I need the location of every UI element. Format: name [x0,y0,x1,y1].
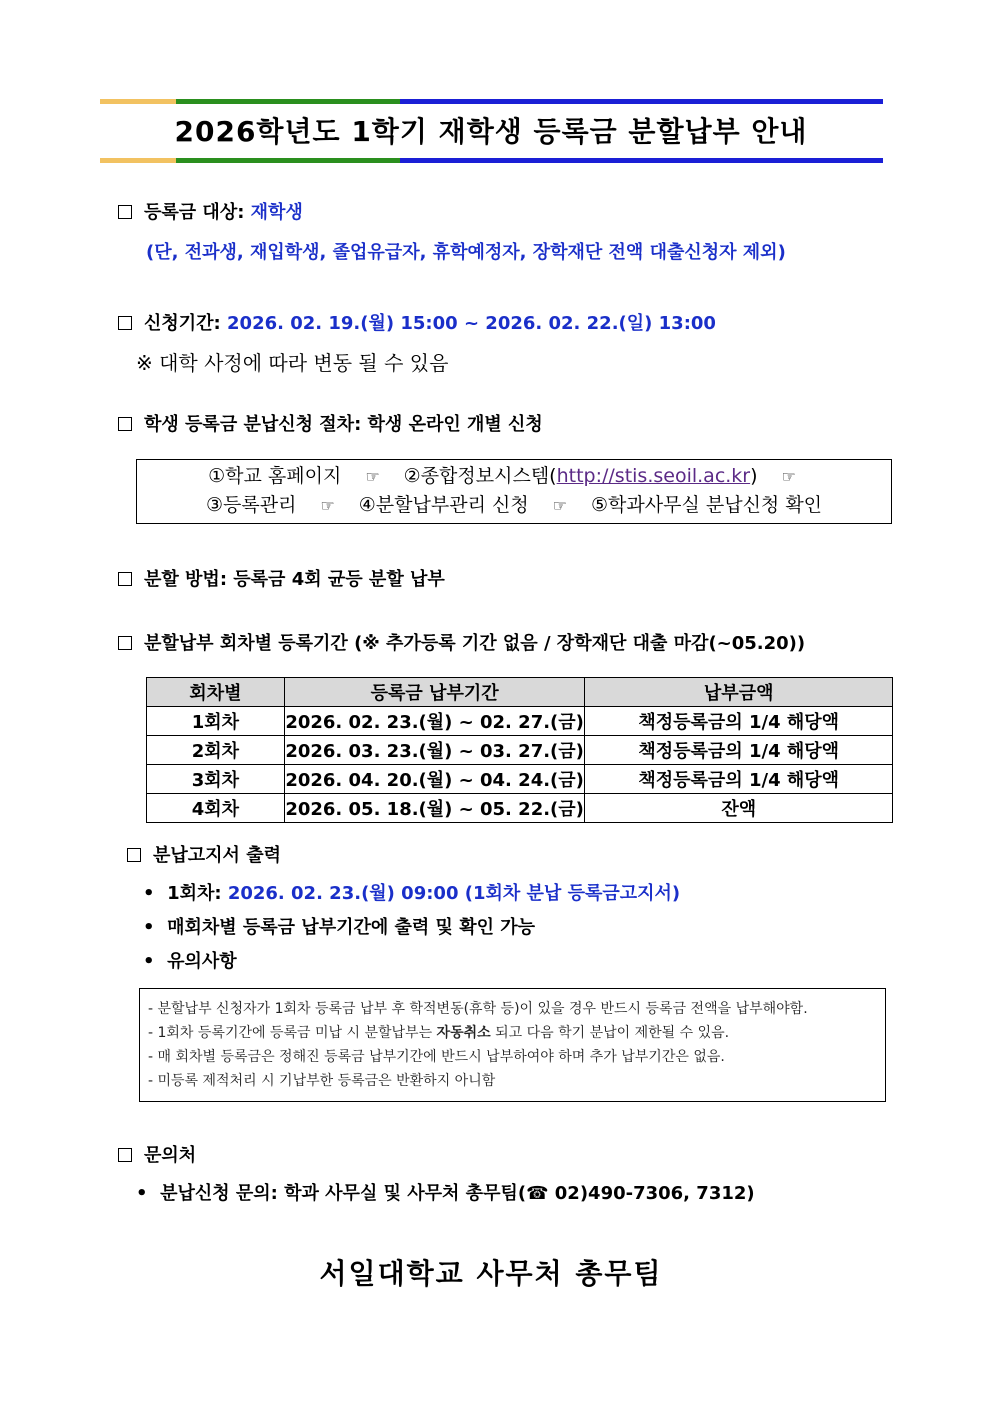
notice-emphasis: 자동취소 [436,1025,491,1041]
amount-cell: 책정등록금의 1/4 해당액 [585,707,893,736]
period-cell: 2026. 02. 23.(월) ~ 02. 27.(금) [284,707,585,736]
table-row [147,736,893,765]
bullet-dot: • [136,1183,148,1204]
notice-text: 되고 다음 학기 분납이 제한될 수 있음. [490,1025,730,1041]
schedule-table [146,677,893,823]
notice-item: - 매 회차별 등록금은 정해진 등록금 납부기간에 반드시 납부하여야 하며 추가 납부기간은 없음. [148,1049,725,1065]
section-contact [118,1143,196,1169]
hand-pointing-icon: ☞ [320,496,335,515]
bill-bullet-2 [143,915,535,941]
top-bar-blue [400,99,883,104]
header-amount: 납부금액 [585,678,893,707]
period-label: 신청기간: [144,313,228,334]
contact-bullet [136,1181,755,1207]
contact-line-prefix: 분납신청 문의: 학과 사무실 및 사무처 총무팀( [160,1183,527,1204]
header-round: 회차별 [147,678,285,707]
footer-org: 서일대학교 사무처 총무팀 [319,1257,663,1290]
notice-item [148,1021,885,1045]
contact-line-suffix: 02)490-7306, 7312) [548,1183,755,1204]
amount-cell: 잔액 [585,794,893,823]
method-label: 분할 방법: 등록금 4회 균등 분할 납부 [144,569,445,590]
procedure-line-1 [137,462,891,491]
notice-text: - 1회차 등록기간에 등록금 미납 시 분할납부는 [148,1025,437,1041]
table-row [147,765,893,794]
notice-item: - 분할납부 신청자가 1회차 등록금 납부 후 학적변동(휴학 등)이 있을 경우 반드시 등록금 전액을 납부해야함. [148,1001,808,1017]
target-exclusion: (단, 전과생, 재입학생, 졸업유급자, 휴학예정자, 장학재단 전액 대출신청자 제외) [146,242,786,263]
period-cell: 2026. 05. 18.(월) ~ 05. 22.(금) [284,794,585,823]
table-row [147,794,893,823]
period-value: 2026. 02. 19.(월) 15:00 ~ 2026. 02. 22.(일) 13:00 [227,313,716,334]
round-cell: 3회차 [147,765,285,794]
bill-b1-label: 1회차: [167,883,228,904]
phone-icon: ☎ [526,1183,549,1204]
bill-b2: 매회차별 등록금 납부기간에 출력 및 확인 가능 [167,917,536,938]
bill-b3: 유의사항 [167,951,237,972]
bill-b1-value: 2026. 02. 23.(월) 09:00 (1회차 분납 등록금고지서) [227,883,681,904]
section-bill [127,843,281,869]
bill-bullet-1 [143,881,680,907]
bill-label: 분납고지서 출력 [153,845,281,866]
bill-bullet-3 [143,949,237,975]
table-header-row [147,678,893,707]
target-value: 재학생 [250,202,303,223]
section-method [118,567,445,593]
section-procedure [118,412,543,438]
amount-cell: 책정등록금의 1/4 해당액 [585,736,893,765]
bottom-bar-gold [100,158,176,163]
section-target [118,200,303,226]
header-period: 등록금 납부기간 [284,678,585,707]
checkbox-square-icon [118,205,132,219]
checkbox-square-icon [118,417,132,431]
bottom-bar-green [176,158,400,163]
top-bar-green [176,99,400,104]
period-note: ※ 대학 사정에 따라 변동 될 수 있음 [136,351,449,375]
procedure-label: 학생 등록금 분납신청 절차: 학생 온라인 개별 신청 [144,414,543,435]
notice-box [139,988,886,1102]
round-cell: 4회차 [147,794,285,823]
checkbox-square-icon [118,572,132,586]
bullet-dot: • [143,883,155,904]
step-2-suffix: ) [750,465,758,487]
checkbox-square-icon [118,636,132,650]
amount-cell: 책정등록금의 1/4 해당액 [585,765,893,794]
step-1: ①학교 홈페이지 [208,465,342,487]
step-4: ④분할납부관리 신청 [358,494,529,516]
checkbox-square-icon [127,848,141,862]
schedule-label: 분할납부 회차별 등록기간 (※ 추가등록 기간 없음 / 장학재단 대출 마감(~05.20)) [144,633,806,654]
stis-link[interactable]: http://stis.seoil.ac.kr [556,465,751,487]
procedure-line-2 [137,491,891,520]
target-label: 등록금 대상: [144,202,251,223]
notice-item: - 미등록 제적처리 시 기납부한 등록금은 반환하지 아니함 [148,1073,496,1089]
contact-label: 문의처 [144,1145,197,1166]
hand-pointing-icon: ☞ [365,467,380,486]
bottom-bar-blue [400,158,883,163]
period-cell: 2026. 04. 20.(월) ~ 04. 24.(금) [284,765,585,794]
step-3: ③등록관리 [205,494,297,516]
checkbox-square-icon [118,1148,132,1162]
round-cell: 1회차 [147,707,285,736]
step-2-prefix: ②종합정보시스템( [403,465,557,487]
section-period [118,311,716,337]
step-5: ⑤학과사무실 분납신청 확인 [591,494,823,516]
period-cell: 2026. 03. 23.(월) ~ 03. 27.(금) [284,736,585,765]
hand-pointing-icon: ☞ [781,467,796,486]
procedure-box [136,459,892,524]
bullet-dot: • [143,917,155,938]
checkbox-square-icon [118,316,132,330]
top-bar-gold [100,99,176,104]
bullet-dot: • [143,951,155,972]
table-row [147,707,893,736]
hand-pointing-icon: ☞ [552,496,568,515]
section-schedule [118,631,805,657]
round-cell: 2회차 [147,736,285,765]
page-title: 2026학년도 1학기 재학생 등록금 분할납부 안내 [174,115,808,148]
